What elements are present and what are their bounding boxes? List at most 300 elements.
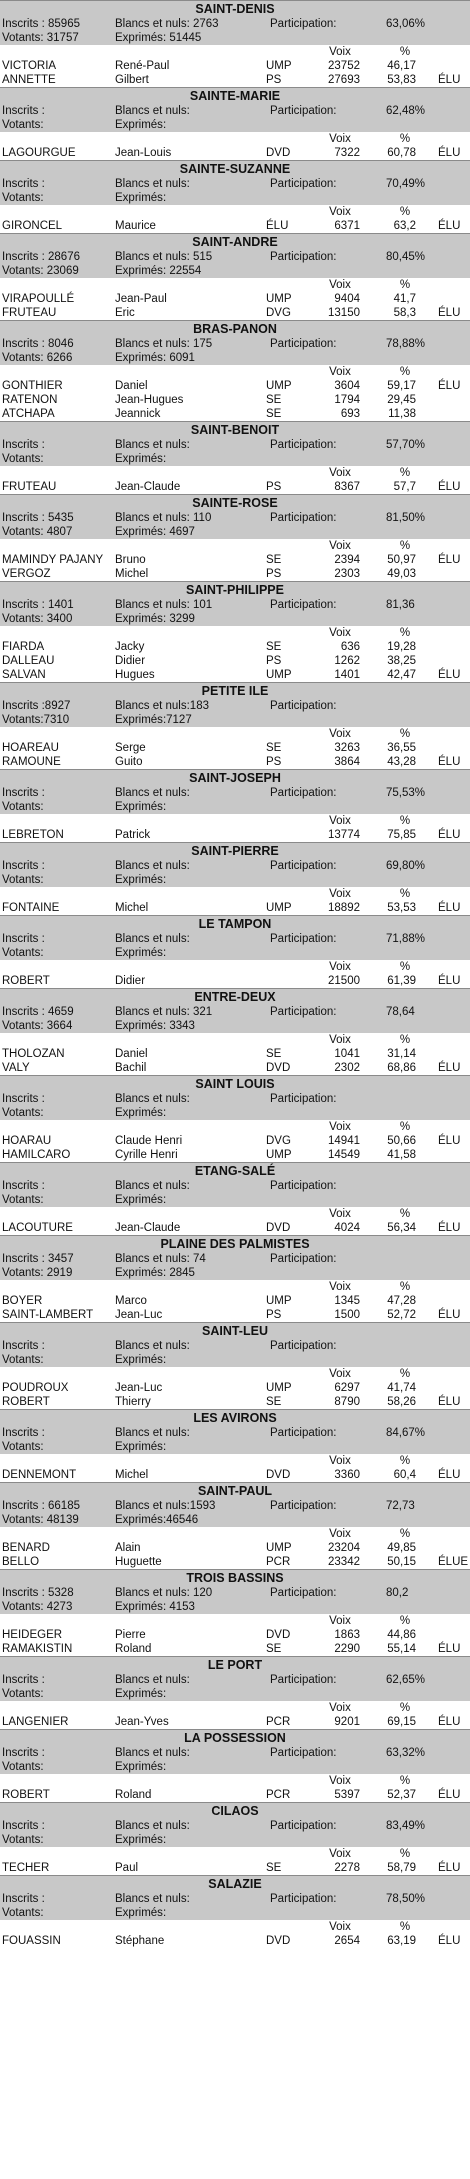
- blancs-value: : 515: [186, 251, 213, 263]
- blancs-stat: [115, 337, 212, 351]
- exprimes-value: :: [162, 874, 167, 886]
- blancs-label: Blancs et nuls: [115, 178, 187, 190]
- commune-name: PETITE ILE: [201, 684, 269, 698]
- candidate-lastname: ROBERT: [2, 1789, 50, 1801]
- inscrits-label: Inscrits: [2, 1893, 39, 1905]
- votants-label: Votants: [2, 1194, 41, 1206]
- candidate-percent: 41,74: [387, 1382, 416, 1394]
- candidate-lastname: RAMOUNE: [2, 756, 61, 768]
- exprimes-value: :7127: [162, 714, 192, 726]
- candidate-firstname: Guito: [115, 756, 143, 768]
- exprimes-label: Exprimés: [115, 1601, 163, 1613]
- candidate-party: PS: [266, 481, 282, 493]
- candidate-percent: 38,25: [387, 655, 416, 667]
- commune-results: [0, 539, 470, 581]
- commune-section: [0, 1482, 470, 1569]
- participation-value: 78,64: [386, 1006, 415, 1018]
- inscrits-value: :8927: [38, 700, 71, 712]
- stats-row: [0, 1673, 470, 1687]
- voix-header: Voix: [329, 366, 351, 378]
- inscrits-label: Inscrits: [2, 439, 39, 451]
- commune-results: [0, 1120, 470, 1162]
- candidate-party: DVD: [266, 147, 291, 159]
- commune-results: [0, 278, 470, 320]
- candidate-party: DVG: [266, 307, 291, 319]
- commune-results: [0, 365, 470, 421]
- inscrits-value: : 8046: [38, 338, 74, 350]
- votants-value: : 31757: [40, 32, 79, 44]
- votants-value: :: [40, 1354, 44, 1366]
- participation-value: 83,49%: [386, 1820, 426, 1832]
- votants-value: :: [40, 947, 44, 959]
- commune-header: [0, 87, 470, 132]
- blancs-value: : 74: [186, 1253, 206, 1265]
- commune-results: [0, 1207, 470, 1235]
- inscrits-label: Inscrits: [2, 787, 39, 799]
- inscrits-label: Inscrits: [2, 860, 39, 872]
- commune-name: LES AVIRONS: [193, 1411, 277, 1425]
- pct-header: %: [399, 1528, 411, 1540]
- candidate-lastname: THOLOZAN: [2, 1048, 65, 1060]
- exprimes-value: :46546: [162, 1514, 199, 1526]
- inscrits-value: :: [38, 1340, 45, 1352]
- blancs-stat: [115, 859, 190, 873]
- candidate-row: [0, 379, 470, 393]
- candidate-party: SE: [266, 1048, 282, 1060]
- blancs-stat: [115, 177, 190, 191]
- participation-label: Participation:: [270, 1820, 337, 1832]
- commune-results: [0, 132, 470, 160]
- candidate-lastname: HAMILCARO: [2, 1149, 71, 1161]
- commune-name: ETANG-SALÉ: [194, 1164, 276, 1178]
- votants-stat: [2, 191, 44, 205]
- inscrits-value: : 3457: [38, 1253, 74, 1265]
- exprimes-stat: [115, 1193, 166, 1207]
- blancs-label: Blancs et nuls: [115, 1427, 187, 1439]
- exprimes-stat: [115, 1440, 166, 1454]
- candidate-votes: 5397: [334, 1789, 360, 1801]
- inscrits-stat: [2, 1819, 45, 1833]
- blancs-label: Blancs et nuls: [115, 1006, 187, 1018]
- pct-header: %: [399, 1281, 411, 1293]
- candidate-firstname: Didier: [115, 655, 146, 667]
- candidate-firstname: Jean-Paul: [115, 293, 167, 305]
- candidate-votes: 14549: [328, 1149, 360, 1161]
- commune-name: SAINT-BENOIT: [190, 423, 280, 437]
- votants-label: Votants: [2, 1514, 41, 1526]
- candidate-percent: 41,7: [393, 293, 416, 305]
- commune-header: [0, 1729, 470, 1774]
- candidate-percent: 63,2: [393, 220, 416, 232]
- blancs-value: : 175: [186, 338, 213, 350]
- elected-badge: ÉLU: [438, 220, 461, 232]
- inscrits-value: :: [38, 1427, 45, 1439]
- inscrits-value: :: [38, 860, 45, 872]
- commune-header: [0, 320, 470, 365]
- candidate-lastname: GIRONCEL: [2, 220, 63, 232]
- blancs-stat: [115, 699, 209, 713]
- blancs-value: :: [186, 1427, 190, 1439]
- votants-value: : 6266: [40, 352, 73, 364]
- candidate-votes: 3604: [334, 380, 360, 392]
- candidate-firstname: Eric: [115, 307, 135, 319]
- candidate-lastname: RATENON: [2, 394, 58, 406]
- inscrits-stat: [2, 1252, 74, 1266]
- column-headers: [0, 814, 470, 828]
- participation-value: 70,49%: [386, 178, 426, 190]
- commune-name: SAINT LOUIS: [195, 1077, 275, 1091]
- candidate-percent: 50,66: [387, 1135, 416, 1147]
- candidate-lastname: BELLO: [2, 1556, 40, 1568]
- candidate-firstname: Claude Henri: [115, 1135, 183, 1147]
- candidate-party: SE: [266, 408, 282, 420]
- commune-name: SAINT-DENIS: [195, 2, 275, 16]
- candidate-row: [0, 1628, 470, 1642]
- stats-row: [0, 264, 470, 278]
- elected-badge: ÉLU: [438, 380, 461, 392]
- candidate-votes: 2278: [334, 1862, 360, 1874]
- candidate-votes: 2290: [334, 1643, 360, 1655]
- pct-header: %: [399, 1455, 411, 1467]
- candidate-lastname: HOARAU: [2, 1135, 52, 1147]
- inscrits-value: :: [38, 787, 45, 799]
- candidate-lastname: HEIDEGER: [2, 1629, 63, 1641]
- inscrits-stat: [2, 1426, 45, 1440]
- inscrits-stat: [2, 786, 45, 800]
- blancs-stat: [115, 250, 212, 264]
- exprimes-value: : 4153: [162, 1601, 195, 1613]
- participation-value: 62,48%: [386, 105, 426, 117]
- candidate-row: [0, 1134, 470, 1148]
- exprimes-stat: [115, 264, 201, 278]
- exprimes-label: Exprimés: [115, 192, 163, 204]
- stats-row: [0, 932, 470, 946]
- candidate-firstname: Michel: [115, 1469, 149, 1481]
- blancs-stat: [115, 932, 190, 946]
- stats-row: [0, 452, 470, 466]
- candidate-firstname: Hugues: [115, 669, 155, 681]
- blancs-stat: [115, 511, 211, 525]
- exprimes-stat: [115, 191, 166, 205]
- blancs-label: Blancs et nuls: [115, 1093, 187, 1105]
- blancs-label: Blancs et nuls: [115, 338, 187, 350]
- commune-section: [0, 1409, 470, 1482]
- commune-name: SAINT-ANDRE: [192, 235, 278, 249]
- votants-stat: [2, 118, 44, 132]
- stats-row: [0, 118, 470, 132]
- candidate-percent: 49,85: [387, 1542, 416, 1554]
- stats-row: [0, 1440, 470, 1454]
- pct-header: %: [399, 467, 411, 479]
- pct-header: %: [399, 728, 411, 740]
- candidate-lastname: DENNEMONT: [2, 1469, 77, 1481]
- inscrits-value: :: [38, 933, 45, 945]
- exprimes-stat: [115, 1353, 166, 1367]
- candidate-firstname: Jean-Luc: [115, 1382, 163, 1394]
- inscrits-value: :: [38, 1674, 45, 1686]
- exprimes-label: Exprimés: [115, 801, 163, 813]
- candidate-percent: 50,97: [387, 554, 416, 566]
- stats-row: [0, 1760, 470, 1774]
- pct-header: %: [399, 279, 411, 291]
- pct-header: %: [399, 206, 411, 218]
- candidate-row: [0, 73, 470, 87]
- commune-name: SAINTE-ROSE: [192, 496, 278, 510]
- candidate-percent: 49,03: [387, 568, 416, 580]
- elected-badge: ÉLU: [438, 1309, 461, 1321]
- elected-badge: ÉLU: [438, 1396, 461, 1408]
- stats-row: [0, 800, 470, 814]
- candidate-party: DVD: [266, 1222, 291, 1234]
- votants-value: :: [40, 453, 44, 465]
- commune-section: [0, 0, 470, 87]
- inscrits-label: Inscrits: [2, 178, 39, 190]
- exprimes-label: Exprimés: [115, 947, 163, 959]
- candidate-votes: 8367: [334, 481, 360, 493]
- blancs-value: :: [186, 933, 190, 945]
- exprimes-label: Exprimés: [115, 1688, 163, 1700]
- exprimes-label: Exprimés: [115, 874, 163, 886]
- column-headers: [0, 1367, 470, 1381]
- commune-header: [0, 1569, 470, 1614]
- participation-value: 81,36: [386, 599, 415, 611]
- blancs-label: Blancs et nuls: [115, 1180, 187, 1192]
- column-headers: [0, 1847, 470, 1861]
- blancs-stat: [115, 1426, 190, 1440]
- stats-row: [0, 1499, 470, 1513]
- exprimes-label: Exprimés: [115, 1761, 163, 1773]
- column-headers: [0, 278, 470, 292]
- commune-results: [0, 1033, 470, 1075]
- candidate-percent: 53,83: [387, 74, 416, 86]
- exprimes-stat: [115, 452, 166, 466]
- stats-row: [0, 859, 470, 873]
- column-headers: [0, 1280, 470, 1294]
- votants-stat: [2, 1019, 72, 1033]
- candidate-row: [0, 640, 470, 654]
- elected-badge: ÉLU: [438, 1862, 461, 1874]
- votants-label: Votants: [2, 1688, 41, 1700]
- participation-label: Participation:: [270, 1340, 337, 1352]
- commune-header: [0, 915, 470, 960]
- candidate-percent: 63,19: [387, 1935, 416, 1947]
- candidate-votes: 1262: [334, 655, 360, 667]
- candidate-percent: 55,14: [387, 1643, 416, 1655]
- commune-name: LE TAMPON: [198, 917, 272, 931]
- candidate-row: [0, 480, 470, 494]
- candidate-votes: 1794: [334, 394, 360, 406]
- candidate-lastname: HOAREAU: [2, 742, 59, 754]
- exprimes-value: : 4697: [162, 526, 195, 538]
- commune-name: SAINT-PIERRE: [191, 844, 279, 858]
- candidate-lastname: ROBERT: [2, 975, 50, 987]
- commune-header: [0, 1482, 470, 1527]
- votants-value: : 3400: [40, 613, 73, 625]
- votants-label: Votants: [2, 1441, 41, 1453]
- exprimes-value: :: [162, 1907, 167, 1919]
- exprimes-value: :: [162, 192, 167, 204]
- participation-label: Participation:: [270, 178, 337, 190]
- blancs-value: :183: [186, 700, 209, 712]
- candidate-party: PCR: [266, 1556, 291, 1568]
- candidate-row: [0, 567, 470, 581]
- column-headers: [0, 887, 470, 901]
- voix-header: Voix: [329, 279, 351, 291]
- commune-section: [0, 1235, 470, 1322]
- candidate-row: [0, 901, 470, 915]
- pct-header: %: [399, 1208, 411, 1220]
- blancs-stat: [115, 1252, 206, 1266]
- candidate-firstname: Didier: [115, 975, 146, 987]
- voix-header: Voix: [329, 1034, 351, 1046]
- candidate-row: [0, 1061, 470, 1075]
- candidate-percent: 41,58: [387, 1149, 416, 1161]
- inscrits-value: : 5328: [38, 1587, 74, 1599]
- candidate-votes: 1500: [334, 1309, 360, 1321]
- voix-header: Voix: [329, 1775, 351, 1787]
- candidate-votes: 3360: [334, 1469, 360, 1481]
- commune-results: [0, 960, 470, 988]
- commune-section: [0, 1569, 470, 1656]
- candidate-row: [0, 146, 470, 160]
- inscrits-stat: [2, 932, 45, 946]
- inscrits-stat: [2, 699, 70, 713]
- stats-row: [0, 1746, 470, 1760]
- exprimes-label: Exprimés: [115, 714, 163, 726]
- candidate-party: UMP: [266, 1295, 292, 1307]
- voix-header: Voix: [329, 1921, 351, 1933]
- candidate-votes: 18892: [328, 902, 360, 914]
- exprimes-stat: [115, 1106, 166, 1120]
- inscrits-stat: [2, 17, 80, 31]
- candidate-votes: 14941: [328, 1135, 360, 1147]
- stats-row: [0, 1353, 470, 1367]
- inscrits-label: Inscrits: [2, 700, 39, 712]
- candidate-lastname: ROBERT: [2, 1396, 50, 1408]
- votants-stat: [2, 1440, 44, 1454]
- commune-name: LA POSSESSION: [184, 1731, 286, 1745]
- inscrits-value: :: [38, 105, 45, 117]
- candidate-firstname: Alain: [115, 1542, 141, 1554]
- elected-badge: ÉLU: [438, 1789, 461, 1801]
- blancs-value: : 321: [186, 1006, 213, 1018]
- blancs-stat: [115, 438, 190, 452]
- blancs-stat: [115, 17, 219, 31]
- commune-section: [0, 581, 470, 682]
- exprimes-label: Exprimés: [115, 1514, 163, 1526]
- votants-label: Votants: [2, 947, 41, 959]
- stats-row: [0, 1339, 470, 1353]
- blancs-stat: [115, 1339, 190, 1353]
- column-headers: [0, 1614, 470, 1628]
- participation-label: Participation:: [270, 1747, 337, 1759]
- pct-header: %: [399, 1702, 411, 1714]
- candidate-firstname: Paul: [115, 1862, 139, 1874]
- blancs-label: Blancs et nuls: [115, 18, 187, 30]
- exprimes-label: Exprimés: [115, 1907, 163, 1919]
- commune-section: [0, 1656, 470, 1729]
- exprimes-value: :: [162, 1688, 167, 1700]
- exprimes-label: Exprimés: [115, 1441, 163, 1453]
- candidate-party: UMP: [266, 669, 292, 681]
- stats-row: [0, 1092, 470, 1106]
- stats-row: [0, 598, 470, 612]
- candidate-row: [0, 1642, 470, 1656]
- blancs-stat: [115, 598, 212, 612]
- votants-stat: [2, 1687, 44, 1701]
- candidate-percent: 53,53: [387, 902, 416, 914]
- votants-value: :: [40, 801, 44, 813]
- votants-stat: [2, 264, 79, 278]
- candidate-party: DVD: [266, 1629, 291, 1641]
- exprimes-label: Exprimés: [115, 352, 163, 364]
- inscrits-value: :: [38, 178, 45, 190]
- commune-section: [0, 988, 470, 1075]
- commune-name: SAINT-PAUL: [197, 1484, 273, 1498]
- votants-stat: [2, 612, 72, 626]
- exprimes-stat: [115, 1687, 166, 1701]
- blancs-value: :: [186, 178, 190, 190]
- participation-value: 57,70%: [386, 439, 426, 451]
- candidate-votes: 7322: [334, 147, 360, 159]
- stats-row: [0, 1819, 470, 1833]
- blancs-label: Blancs et nuls: [115, 105, 187, 117]
- voix-header: Voix: [329, 627, 351, 639]
- commune-results: [0, 1454, 470, 1482]
- inscrits-stat: [2, 511, 74, 525]
- commune-results: [0, 1527, 470, 1569]
- blancs-value: : 110: [186, 512, 212, 524]
- candidate-lastname: ANNETTE: [2, 74, 56, 86]
- participation-label: Participation:: [270, 599, 337, 611]
- stats-row: [0, 191, 470, 205]
- votants-value: :: [40, 1907, 44, 1919]
- blancs-label: Blancs et nuls: [115, 860, 187, 872]
- blancs-label: Blancs et nuls: [115, 1587, 187, 1599]
- votants-value: : 4807: [40, 526, 73, 538]
- candidate-party: SE: [266, 1643, 282, 1655]
- inscrits-stat: [2, 1499, 80, 1513]
- inscrits-stat: [2, 598, 74, 612]
- column-headers: [0, 132, 470, 146]
- participation-label: Participation:: [270, 1674, 337, 1686]
- blancs-stat: [115, 1092, 190, 1106]
- participation-label: Participation:: [270, 1093, 337, 1105]
- commune-name: ENTRE-DEUX: [194, 990, 276, 1004]
- votants-value: :: [40, 1194, 44, 1206]
- candidate-firstname: Roland: [115, 1789, 152, 1801]
- participation-label: Participation:: [270, 512, 337, 524]
- stats-row: [0, 177, 470, 191]
- voix-header: Voix: [329, 206, 351, 218]
- inscrits-value: :: [38, 1180, 45, 1192]
- candidate-lastname: FONTAINE: [2, 902, 60, 914]
- inscrits-label: Inscrits: [2, 1006, 39, 1018]
- candidate-percent: 60,78: [387, 147, 416, 159]
- exprimes-value: : 6091: [162, 352, 195, 364]
- candidate-firstname: Jean-Hugues: [115, 394, 184, 406]
- candidate-party: DVG: [266, 1135, 291, 1147]
- commune-header: [0, 1235, 470, 1280]
- elected-badge: ÉLU: [438, 554, 461, 566]
- candidate-percent: 44,86: [387, 1629, 416, 1641]
- candidate-votes: 13774: [328, 829, 360, 841]
- participation-label: Participation:: [270, 933, 337, 945]
- votants-value: : 23069: [40, 265, 79, 277]
- candidate-firstname: Michel: [115, 902, 149, 914]
- candidate-lastname: DALLEAU: [2, 655, 55, 667]
- votants-label: Votants: [2, 1267, 41, 1279]
